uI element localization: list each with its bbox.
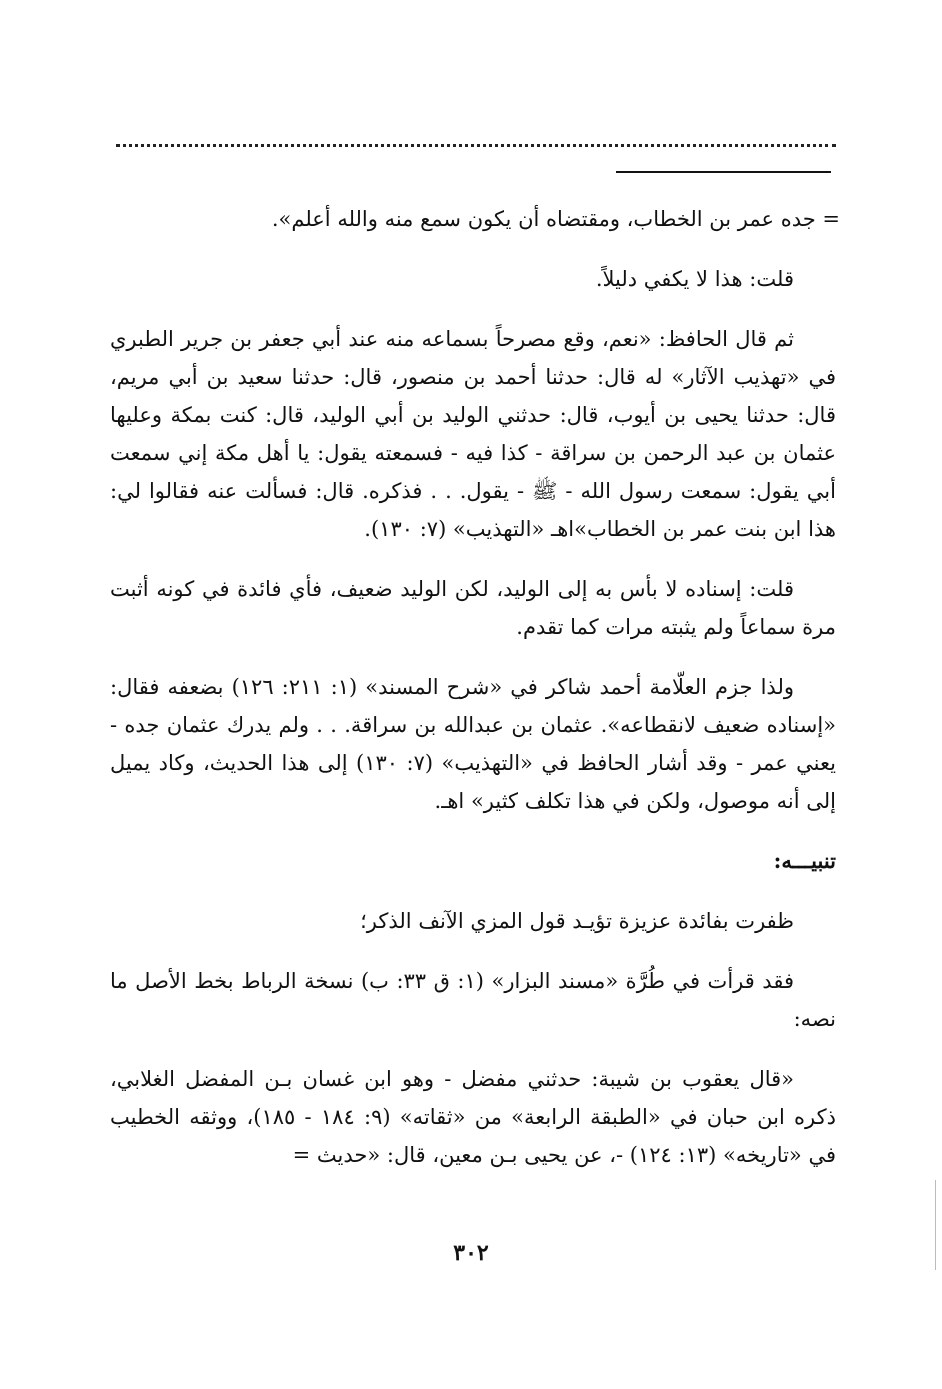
paragraph-yaqub: «قال يعقوب بن شيبة: حدثني مفضل - وهو ابن غسان بـن المفضل الغلابي، ذكره ابن حبان في «الطبقة الرابعة» من «ثقاته» (٩: ١٨٤ - ١٨٥)، ووثقه الخطيب في «تاريخه» (١٣: ١٢٤) -، عن يحيى بـن معين، قال: «حديث = (110, 1067, 836, 1167)
paragraph-isnad-comment: قلت: إسناده لا بأس به إلى الوليد، لكن الوليد ضعيف، فأي فائدة في كونه أثبت مرة سماعاً ولم يثبته مرات كما تقدم. (110, 577, 836, 639)
paragraph-shakir: ولذا جزم العلّامة أحمد شاكر في «شرح المسند» (١: ٢١١: ١٢٦) بضعفه فقال: «إسناده ضعيف لانقطاعه». عثمان بن عبدالله بن سراقة. . . ولم يدرك عثمان جده - يعني عمر - وقد أشار الحافظ في «التهذيب» (٧: ١٣٠) إلى هذا الحديث، وكاد يميل إلى أنه موصول، ولكن في هذا تكلف كثير» اهـ. (110, 675, 836, 813)
footnote-rule (616, 171, 831, 173)
dotted-separator (116, 144, 836, 147)
page-number: ٣٠٢ (453, 1240, 489, 1266)
paragraph-bazzar: فقد قرأت في طُرَّة «مسند البزار» (١: ق ٣٣: ب) نسخة الرباط بخط الأصل ما نصه: (110, 969, 836, 1031)
paragraph-benefit: ظفرت بفائدة عزيزة تؤيـد قول المزي الآنف الذكر؛ (360, 909, 794, 933)
section-heading: تنبيـــه: (773, 848, 836, 873)
scan-edge-line (934, 1180, 936, 1270)
paragraph-hafiz-quote: ثم قال الحافظ: «نعم، وقع مصرحاً بسماعه منه عند أبي جعفر بن جرير الطبري في «تهذيب الآثار» له قال: حدثنا أحمد بن منصور، قال: حدثنا سعيد بن أبي مريم، قال: حدثنا يحيى بن أيوب، قال: حدثني الوليد بن أبي الوليد، قال: كنت بمكة وعليها عثمان بن عبد الرحمن بن سراقة - كذا فيه - فسمعته يقول: يا أهل مكة إني سمعت أبي يقول: سمعت رسول الله - ﷺ - يقول. . . فذكره. قال: فسألت عنه فقالوا لي: هذا ابن بنت عمر بن الخطاب»اهـ «التهذيب» (٧: ١٣٠). (110, 327, 836, 541)
paragraph-comment: قلت: هذا لا يكفي دليلاً. (595, 267, 794, 291)
page-body (110, 200, 840, 1196)
paragraph-continuation: = جده عمر بن الخطاب، ومقتضاه أن يكون سمع منه والله أعلم». (271, 207, 840, 231)
